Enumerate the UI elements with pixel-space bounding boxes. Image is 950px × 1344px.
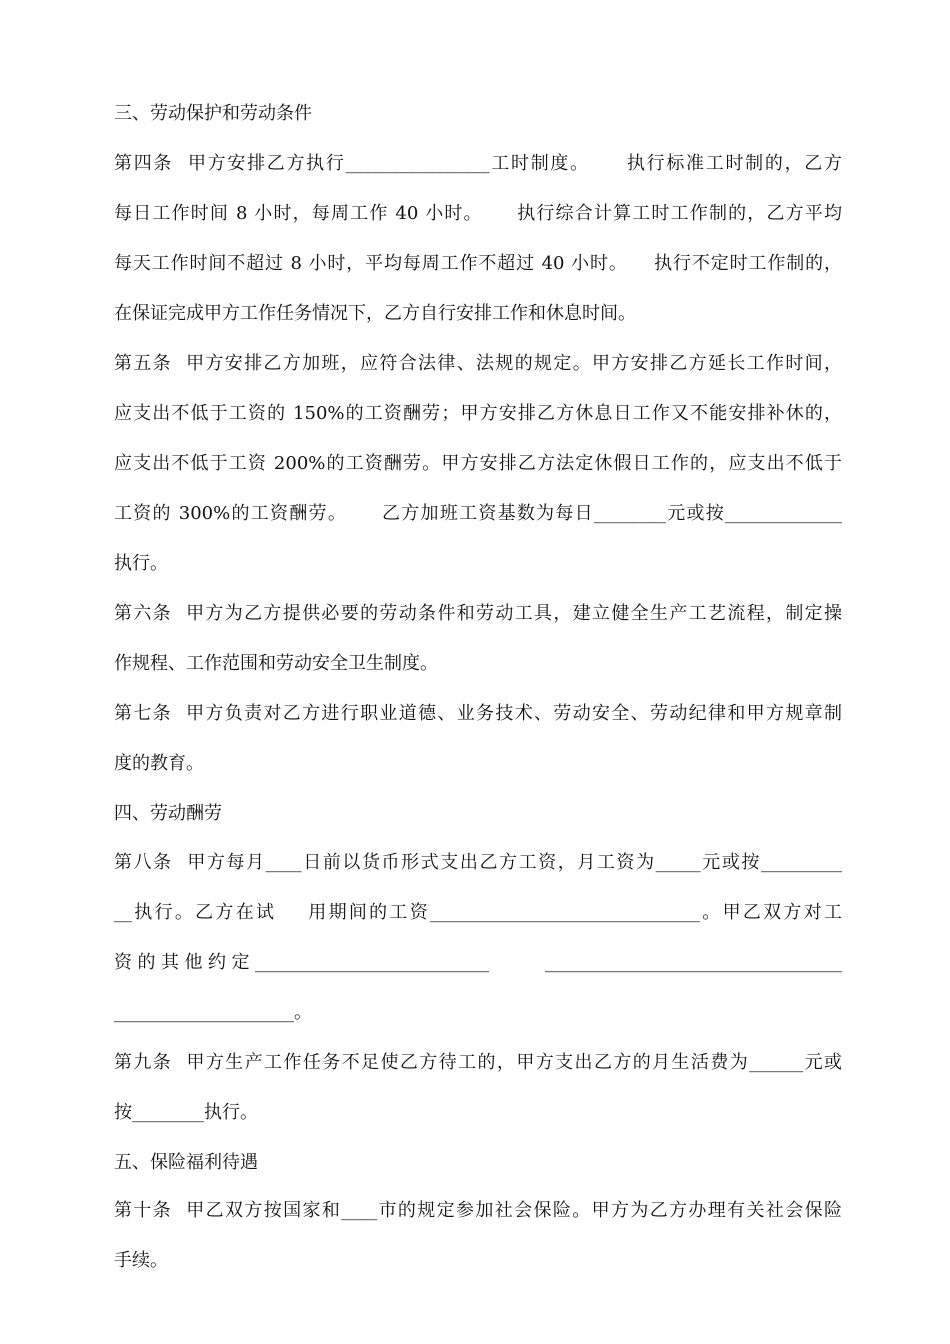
article-9-line-2: 按________执行。 <box>114 1102 258 1123</box>
article-5-line-4: 工资的 300%的工资酬劳。 乙方加班工资基数为每日________元或按_____________ <box>114 503 842 524</box>
section-heading-4: 四、劳动酬劳 <box>114 803 222 824</box>
article-10-line-1: 第十条 甲乙双方按国家和____市的规定参加社会保险。甲方为乙方办理有关社会保险 <box>114 1200 842 1221</box>
article-4-line-4: 在保证完成甲方工作任务情况下，乙方自行安排工作和休息时间。 <box>114 303 636 324</box>
article-4-line-3: 每天工作时间不超过 8 小时，平均每周工作不超过 40 小时。 执行不定时工作制的， <box>114 253 842 274</box>
article-4-line-2: 每日工作时间 8 小时，每周工作 40 小时。 执行综合计算工时工作制的，乙方平均 <box>114 203 842 224</box>
article-10-line-2: 手续。 <box>114 1250 168 1271</box>
article-7-line-2: 度的教育。 <box>114 753 204 774</box>
article-5-line-5: 执行。 <box>114 553 168 574</box>
article-5-line-2: 应支出不低于工资的 150%的工资酬劳；甲方安排乙方休息日工作又不能安排补休的， <box>114 403 842 424</box>
article-6-line-2: 作规程、工作范围和劳动安全卫生制度。 <box>114 653 438 674</box>
article-8-line-4: ____________________。 <box>114 1002 312 1023</box>
article-5-line-3: 应支出不低于工资 200%的工资酬劳。甲方安排乙方法定休假日工作的，应支出不低于 <box>114 453 842 474</box>
article-9-line-1: 第九条 甲方生产工作任务不足使乙方待工的，甲方支出乙方的月生活费为______元或 <box>114 1052 842 1073</box>
article-8-line-3: 资的其他约定__________________________ _________________________________ <box>114 952 842 973</box>
article-8-line-2: __执行。乙方在试 用期间的工资______________________________。甲乙双方对工 <box>114 902 842 923</box>
article-4-line-1: 第四条 甲方安排乙方执行________________工时制度。 执行标准工时制的，乙方 <box>114 153 842 174</box>
article-6-line-1: 第六条 甲方为乙方提供必要的劳动条件和劳动工具，建立健全生产工艺流程，制定操 <box>114 603 842 624</box>
section-heading-3: 三、劳动保护和劳动条件 <box>114 103 312 124</box>
article-8-line-1: 第八条 甲方每月____日前以货币形式支出乙方工资，月工资为_____元或按_________ <box>114 852 842 873</box>
article-5-line-1: 第五条 甲方安排乙方加班，应符合法律、法规的规定。甲方安排乙方延长工作时间， <box>114 353 842 374</box>
section-heading-5: 五、保险福利待遇 <box>114 1152 258 1173</box>
article-7-line-1: 第七条 甲方负责对乙方进行职业道德、业务技术、劳动安全、劳动纪律和甲方规章制 <box>114 703 842 724</box>
